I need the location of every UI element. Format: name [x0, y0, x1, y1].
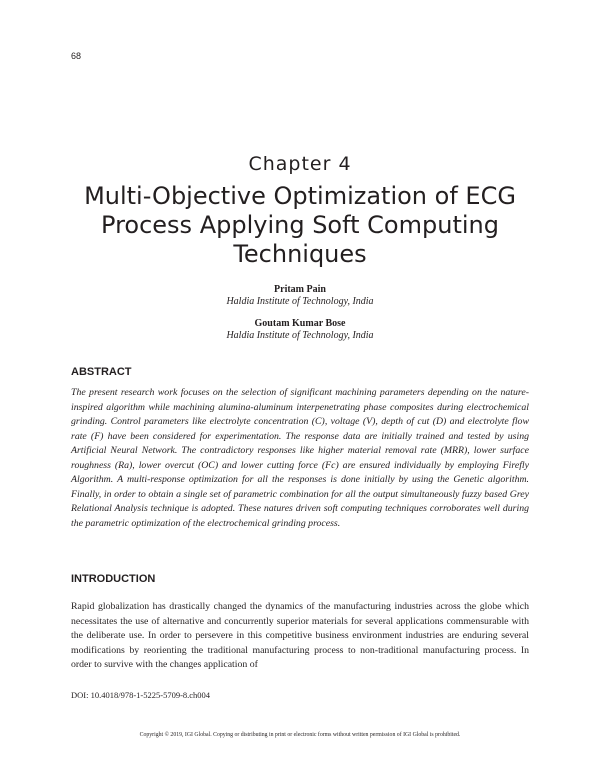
doi-line: DOI: 10.4018/978-1-5225-5709-8.ch004 — [71, 690, 211, 700]
introduction-text: Rapid globalization has drastically changed the dynamics of the manufacturing industries across the globe which necessitates the use of alternative and concurrently superior materials for several applications commensurable with the deliberate use. In order to persevere in this competitive business environment industries are enduring several modifications by reorienting the traditional manufacturing process to non-traditional manufacturing process. In order to survive with the changes application of — [71, 601, 529, 671]
chapter-label: Chapter 4 — [248, 153, 352, 175]
introduction-heading: INTRODUCTION — [71, 573, 156, 585]
author-block — [0, 318, 600, 342]
abstract-text: The present research work focuses on the selection of significant machining parameters depending on the nature-inspired algorithm while machining alumina-aluminum interpenetrating phase composites during electrochemical grinding. Control parameters like electrolyte concentration (C), voltage (V), depth of cut (D) and electrolyte flow rate (F) have been considered for experimentation. The response data are initially trained and tested by using Artificial Neural Network. The contradictory responses like higher material removal rate (MRR), lower surface roughness (Ra), lower overcut (OC) and lower cutting force (Fc) are ensured individually by employing Firefly Algorithm. A multi-response optimization for all the responses is done initially by using the Genetic algorithm. Finally, in order to obtain a single set of parametric combination for all the output simultaneously fuzzy based Grey Relational Analysis technique is adopted. These natures driven soft computing techniques corroborates well during the parametric optimization of the electrochemical grinding process. — [71, 387, 529, 529]
copyright-notice: Copyright © 2019, IGI Global. Copying or distributing in print or electronic forms without written permission of IGI Global is prohibited. — [139, 732, 461, 738]
page-number: 68 — [71, 51, 82, 61]
author-name: Pritam Pain — [274, 284, 326, 295]
author-affiliation: Haldia Institute of Technology, India — [226, 296, 374, 307]
author-name: Goutam Kumar Bose — [254, 318, 346, 329]
author-block — [0, 284, 600, 308]
chapter-title: Multi-Objective Optimization of ECG Process Applying Soft Computing Techniques — [84, 182, 516, 268]
abstract-heading: ABSTRACT — [71, 366, 132, 378]
author-affiliation: Haldia Institute of Technology, India — [226, 330, 374, 341]
